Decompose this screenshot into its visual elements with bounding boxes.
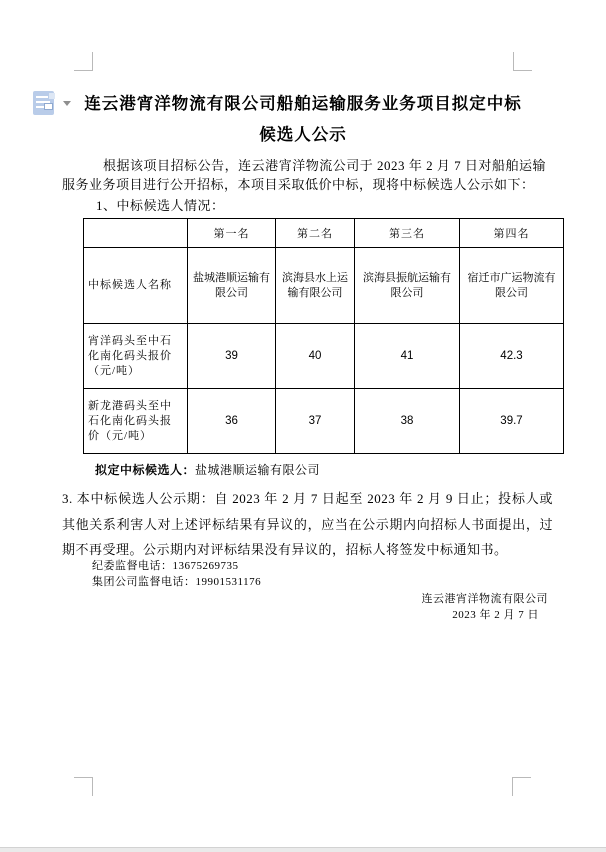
row-label: 中标候选人名称 — [84, 248, 188, 324]
row-label: 新龙港码头至中石化南化码头报价（元/吨） — [84, 389, 188, 454]
page-fold-corner — [49, 93, 55, 99]
signature-block — [300, 592, 548, 623]
candidate-name-cell: 盐城港顺运输有限公司 — [188, 248, 276, 324]
header-cell-third: 第三名 — [355, 219, 460, 248]
text-line-decoration — [36, 96, 48, 98]
table-row-candidate-names — [84, 248, 564, 324]
intro-paragraph: 根据该项目招标公告，连云港宵洋物流公司于 2023 年 2 月 7 日对船舶运输服务业务项目进行公开招标，本项目采取低价中标，现将中标候选人公示如下： — [62, 158, 546, 192]
clipboard-document-icon — [33, 91, 54, 115]
header-cell-blank — [84, 219, 188, 248]
group-phone-line: 集团公司监督电话：19901531176 — [92, 575, 262, 588]
crop-mark-top-left — [74, 52, 93, 71]
quote-value-cell: 42.3 — [460, 324, 564, 389]
discipline-phone-line: 纪委监督电话：13675269735 — [92, 560, 239, 572]
header-cell-second: 第二名 — [276, 219, 355, 248]
quote-value-cell: 40 — [276, 324, 355, 389]
table-header-row — [84, 219, 564, 248]
quote-value-cell: 41 — [355, 324, 460, 389]
contact-block — [92, 559, 261, 590]
quote-value-cell: 36 — [188, 389, 276, 454]
candidate-name-cell: 滨海县水上运输有限公司 — [276, 248, 355, 324]
candidate-name-cell: 滨海县振航运输有限公司 — [355, 248, 460, 324]
paste-slot-decoration — [44, 103, 53, 110]
notice-paragraph: 3. 本中标候选人公示期：自 2023 年 2 月 7 日起至 2023 年 2 月 9 日止；投标人或其他关系利害人对上述评标结果有异议的，应当在公示期内向招标人书面提出，过期不再受理。公示期内对评标结果没有异议的，招标人将签发中标通知书。 — [62, 491, 553, 557]
proposed-winner-value: 盐城港顺运输有限公司 — [195, 463, 321, 477]
signature-company: 连云港宵洋物流有限公司 — [421, 593, 548, 605]
row-label: 宵洋码头至中石化南化码头报价（元/吨） — [84, 324, 188, 389]
signature-date: 2023 年 2 月 7 日 — [452, 608, 539, 621]
quote-value-cell: 39 — [188, 324, 276, 389]
list-item-candidates: 1、中标候选人情况： — [96, 198, 225, 213]
proposed-winner-label: 拟定中标候选人： — [95, 463, 196, 477]
quote-value-cell: 38 — [355, 389, 460, 454]
header-cell-fourth: 第四名 — [460, 219, 564, 248]
crop-mark-bottom-left — [74, 777, 93, 796]
bid-candidates-table — [83, 218, 564, 454]
table-row-xiaoyang-quote — [84, 324, 564, 389]
candidate-name-cell: 宿迁市广运物流有限公司 — [460, 248, 564, 324]
window-bottom-edge — [0, 847, 606, 852]
page-title-line1: 连云港宵洋物流有限公司船舶运输服务业务项目拟定中标 — [84, 94, 522, 113]
header-cell-first: 第一名 — [188, 219, 276, 248]
proposed-winner-line — [95, 461, 320, 478]
crop-mark-top-right — [513, 52, 532, 71]
table-row-xinlonggang-quote — [84, 389, 564, 454]
page-title — [60, 88, 546, 150]
quote-value-cell: 37 — [276, 389, 355, 454]
quote-value-cell: 39.7 — [460, 389, 564, 454]
crop-mark-bottom-right — [512, 777, 531, 796]
page-title-line2: 候选人公示 — [259, 125, 347, 144]
